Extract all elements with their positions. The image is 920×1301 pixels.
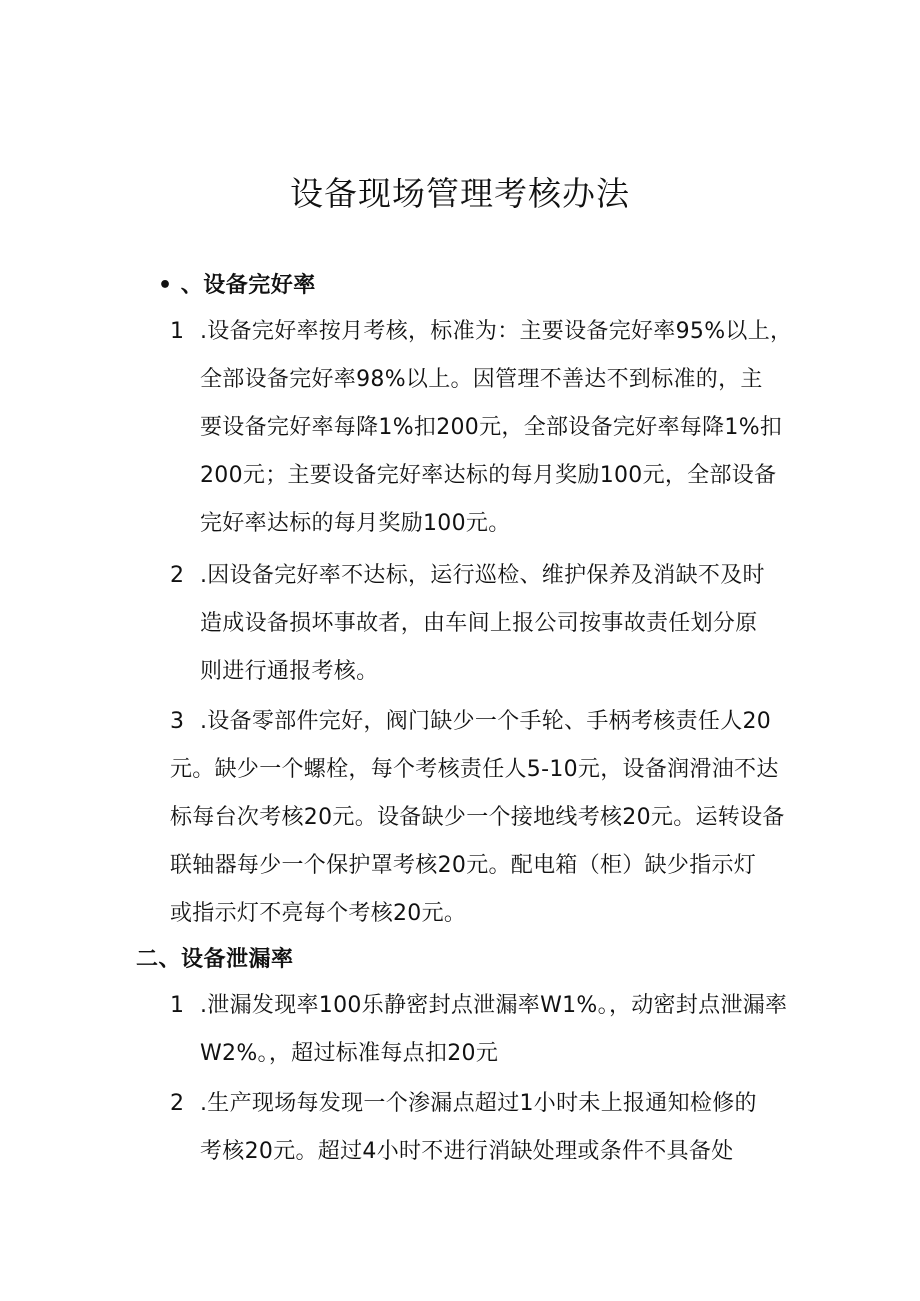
item-line: 要设备完好率每降1%扣200元，全部设备完好率每降1%扣 xyxy=(200,415,783,440)
item-number: 2 xyxy=(170,1091,185,1116)
section-2-item-1 xyxy=(170,982,820,1078)
item-line: .泄漏发现率100乐静密封点泄漏率W1%。，动密封点泄漏率 xyxy=(200,993,788,1018)
section-1-item-3 xyxy=(170,698,790,938)
item-line: 元。缺少一个螺栓，每个考核责任人5-10元，设备润滑油不达 xyxy=(170,757,779,782)
section-heading-2: 二、设备泄漏率 xyxy=(136,947,294,972)
section-1-item-1 xyxy=(170,308,820,548)
item-line: 完好率达标的每月奖励100元。 xyxy=(200,511,511,536)
item-line: 考核20元。超过4小时不进行消缺处理或条件不具备处 xyxy=(200,1139,734,1164)
item-line: .设备完好率按月考核，标准为：主要设备完好率95%以上， xyxy=(200,319,793,344)
item-line: 或指示灯不亮每个考核20元。 xyxy=(170,901,467,926)
item-line: 联轴器每少一个保护罩考核20元。配电箱（柜）缺少指示灯 xyxy=(170,853,757,878)
item-line: .生产现场每发现一个渗漏点超过1小时未上报通知检修的 xyxy=(200,1091,757,1116)
item-line: 造成设备损坏事故者，由车间上报公司按事故责任划分原 xyxy=(200,611,758,636)
section-heading-1: • 、设备完好率 xyxy=(158,273,316,298)
section-1-item-2 xyxy=(170,552,820,696)
item-line: 则进行通报考核。 xyxy=(200,659,379,684)
item-number: 3 xyxy=(170,709,185,734)
item-line: 标每台次考核20元。设备缺少一个接地线考核20元。运转设备 xyxy=(170,805,785,830)
item-line: W2%。，超过标准每点扣20元 xyxy=(200,1041,499,1066)
item-line: .因设备完好率不达标，运行巡检、维护保养及消缺不及时 xyxy=(200,563,765,588)
item-number: 1 xyxy=(170,993,185,1018)
page-title: 设备现场管理考核办法 xyxy=(290,174,630,214)
item-number: 2 xyxy=(170,563,185,588)
item-line: .设备零部件完好，阀门缺少一个手轮、手柄考核责任人20 xyxy=(200,709,772,734)
item-line: 全部设备完好率98%以上。因管理不善达不到标准的，主 xyxy=(200,367,763,392)
item-number: 1 xyxy=(170,319,185,344)
section-2-item-2 xyxy=(170,1080,820,1176)
item-line: 200元；主要设备完好率达标的每月奖励100元，全部设备 xyxy=(200,463,777,488)
